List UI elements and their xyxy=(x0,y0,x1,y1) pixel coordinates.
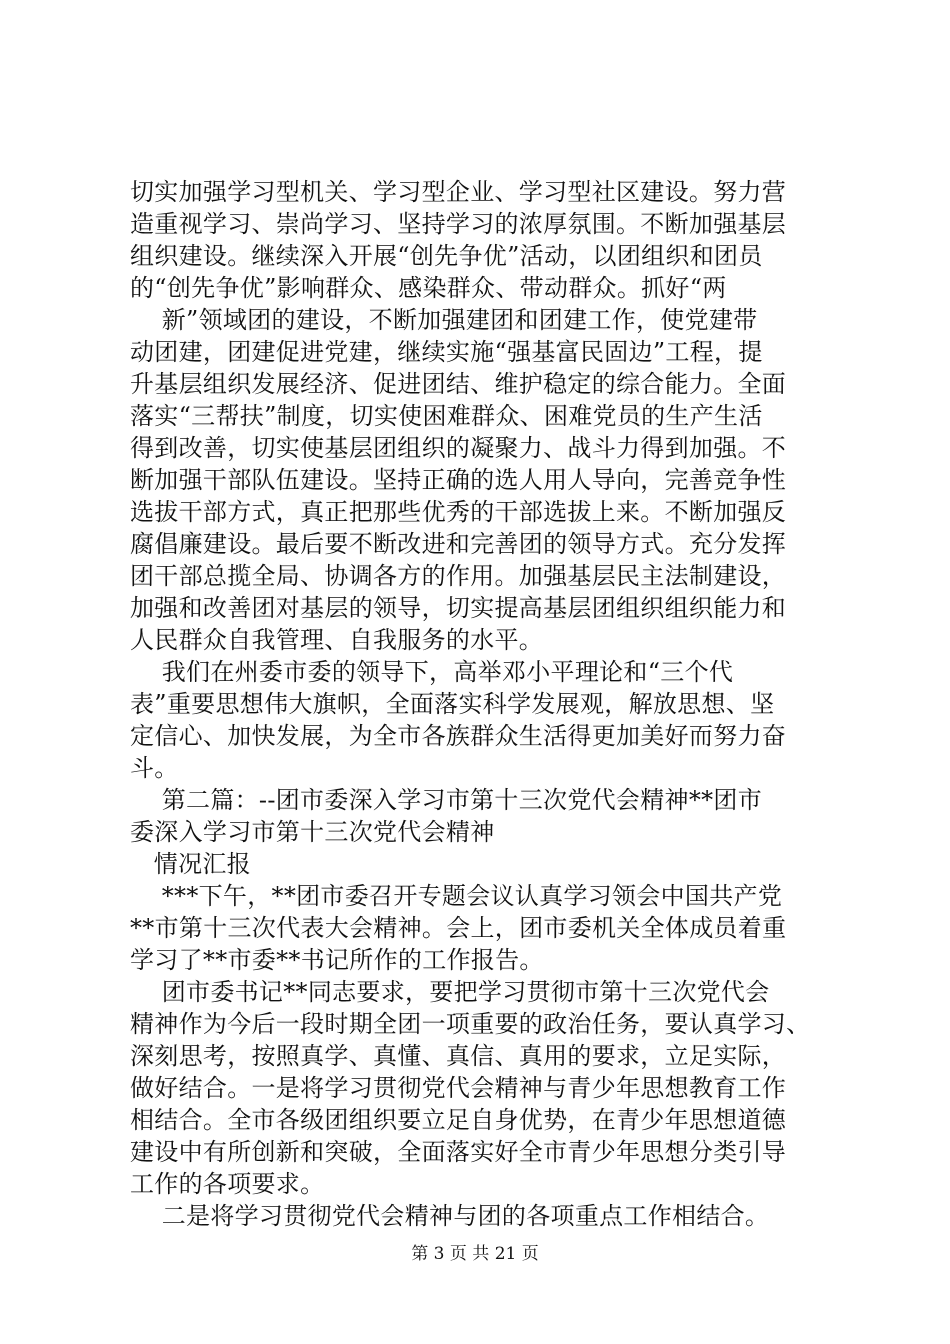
text-line: 腐倡廉建设。最后要不断改进和完善团的领导方式。充分发挥 xyxy=(130,530,787,558)
text-line: 升基层组织发展经济、促进团结、维护稳定的综合能力。全面 xyxy=(130,370,787,398)
text-line: 动团建，团建促进党建，继续实施“强基富民固边”工程，提 xyxy=(130,338,763,366)
section-heading-line: 第二篇：--团市委深入学习市第十三次党代会精神**团市 xyxy=(130,786,763,814)
text-line: 二是将学习贯彻党代会精神与团的各项重点工作相结合。 xyxy=(130,1202,770,1230)
text-line: 精神作为今后一段时期全团一项重要的政治任务，要认真学习、 xyxy=(130,1010,811,1038)
text-line: 团干部总揽全局、协调各方的作用。加强基层民主法制建设， xyxy=(130,562,787,590)
text-line: 做好结合。一是将学习贯彻党代会精神与青少年思想教育工作 xyxy=(130,1074,787,1102)
text-line: 人民群众自我管理、自我服务的水平。 xyxy=(130,626,544,654)
text-line: 定信心、加快发展，为全市各族群众生活得更加美好而努力奋 xyxy=(130,722,787,750)
text-line: 断加强干部队伍建设。坚持正确的选人用人导向，完善竞争性 xyxy=(130,466,787,494)
text-line: 选拔干部方式，真正把那些优秀的干部选拔上来。不断加强反 xyxy=(130,498,787,526)
text-line: 学习了**市委**书记所作的工作报告。 xyxy=(130,946,544,974)
text-line: 相结合。全市各级团组织要立足自身优势，在青少年思想道德 xyxy=(130,1106,787,1134)
text-line: 工作的各项要求。 xyxy=(130,1170,325,1198)
text-line: 建设中有所创新和突破，全面落实好全市青少年思想分类引导 xyxy=(130,1138,787,1166)
text-line: 造重视学习、崇尚学习、坚持学习的浓厚氛围。不断加强基层 xyxy=(130,210,787,238)
section-heading-line: 委深入学习市第十三次党代会精神 xyxy=(130,818,495,846)
text-line: 切实加强学习型机关、学习型企业、学习型社区建设。努力营 xyxy=(130,178,787,206)
text-line: 加强和改善团对基层的领导，切实提高基层团组织组织能力和 xyxy=(130,594,787,622)
text-line: 表”重要思想伟大旗帜，全面落实科学发展观，解放思想、坚 xyxy=(130,690,775,718)
text-line: 深刻思考，按照真学、真懂、真信、真用的要求，立足实际， xyxy=(130,1042,787,1070)
text-line: 我们在州委市委的领导下，高举邓小平理论和“三个代 xyxy=(130,658,734,686)
page-footer: 第 3 页 共 21 页 xyxy=(411,1244,539,1264)
text-line: 得到改善，切实使基层团组织的凝聚力、战斗力得到加强。不 xyxy=(130,434,787,462)
text-line: 落实“三帮扶”制度，切实使困难群众、困难党员的生产生活 xyxy=(130,402,763,430)
section-subheading: 情况汇报 xyxy=(130,850,251,878)
text-line: 团市委书记**同志要求，要把学习贯彻市第十三次党代会 xyxy=(130,978,770,1006)
text-line: **市第十三次代表大会精神。会上，团市委机关全体成员着重 xyxy=(130,914,787,942)
text-line: 的“创先争优”影响群众、感染群众、带动群众。抓好“两 xyxy=(130,274,727,302)
text-line: 组织建设。继续深入开展“创先争优”活动，以团组织和团员 xyxy=(130,242,763,270)
text-line: 斗。 xyxy=(130,754,179,782)
text-line: 新”领域团的建设，不断加强建团和团建工作，使党建带 xyxy=(130,306,758,334)
text-line: ***下午，**团市委召开专题会议认真学习领会中国共产党 xyxy=(130,882,783,910)
